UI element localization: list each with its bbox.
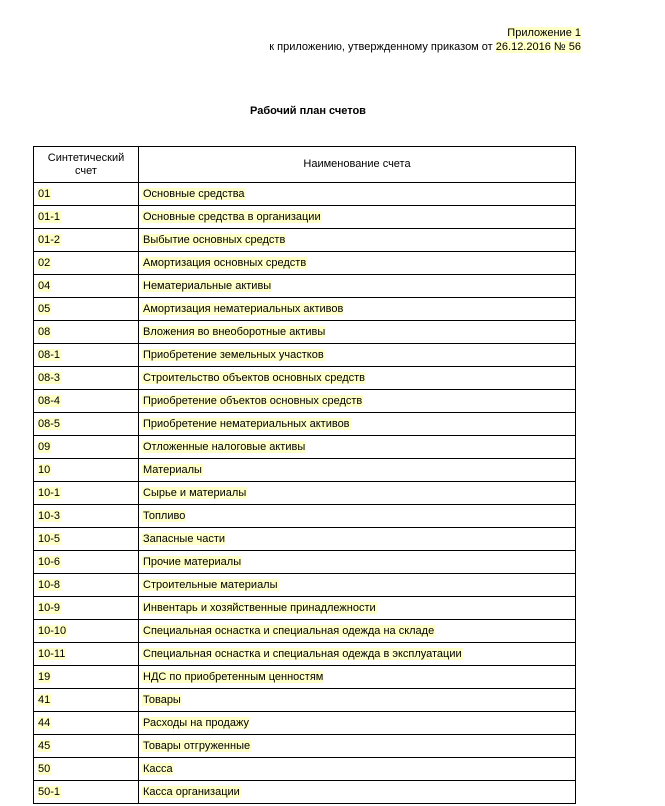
document-title: Рабочий план счетов xyxy=(250,105,366,117)
account-code: 10 xyxy=(38,464,51,476)
account-code-cell xyxy=(34,643,139,666)
table-row xyxy=(34,183,576,206)
account-name: Нематериальные активы xyxy=(143,280,272,292)
account-code-cell xyxy=(34,482,139,505)
appendix-label xyxy=(507,26,581,40)
chart-of-accounts-table xyxy=(33,146,576,804)
account-name: Касса организации xyxy=(143,786,240,798)
table-row xyxy=(34,459,576,482)
account-name-cell xyxy=(139,298,576,321)
account-code: 05 xyxy=(38,303,51,315)
account-name: Основные средства в организации xyxy=(143,211,321,223)
table-row xyxy=(34,482,576,505)
account-name-cell xyxy=(139,758,576,781)
table-row xyxy=(34,758,576,781)
table-row xyxy=(34,275,576,298)
account-name-cell xyxy=(139,712,576,735)
account-code-cell xyxy=(34,666,139,689)
column-header-code: Синтетический счет xyxy=(34,147,139,183)
account-name: Строительные материалы xyxy=(143,579,278,591)
order-reference-text: к приложению, утвержденному приказом от xyxy=(269,41,496,53)
table-row xyxy=(34,298,576,321)
account-name-cell xyxy=(139,413,576,436)
account-code: 04 xyxy=(38,280,51,292)
account-code: 44 xyxy=(38,717,51,729)
account-code-cell xyxy=(34,298,139,321)
account-code: 41 xyxy=(38,694,51,706)
account-code-cell xyxy=(34,413,139,436)
account-code-cell xyxy=(34,735,139,758)
account-name-cell xyxy=(139,390,576,413)
table-row xyxy=(34,781,576,804)
account-name: Инвентарь и хозяйственные принадлежности xyxy=(143,602,376,614)
account-name-cell xyxy=(139,436,576,459)
account-name-cell xyxy=(139,206,576,229)
account-code: 09 xyxy=(38,441,51,453)
account-name-cell xyxy=(139,735,576,758)
account-code-cell xyxy=(34,229,139,252)
table-row xyxy=(34,252,576,275)
account-code: 08-3 xyxy=(38,372,61,384)
account-code: 10-11 xyxy=(38,648,66,660)
account-code: 10-6 xyxy=(38,556,61,568)
account-code-cell xyxy=(34,206,139,229)
account-code: 08-5 xyxy=(38,418,61,430)
account-name-cell xyxy=(139,551,576,574)
account-name: Вложения во внеоборотные активы xyxy=(143,326,326,338)
account-code: 01 xyxy=(38,188,51,200)
account-code-cell xyxy=(34,781,139,804)
account-code-cell xyxy=(34,183,139,206)
table-row xyxy=(34,436,576,459)
account-code-cell xyxy=(34,436,139,459)
account-name: Товары отгруженные xyxy=(143,740,251,752)
account-name: Товары xyxy=(143,694,181,706)
table-row xyxy=(34,206,576,229)
table-row xyxy=(34,528,576,551)
table-row xyxy=(34,229,576,252)
appendix-reference xyxy=(269,40,581,54)
account-code: 50-1 xyxy=(38,786,61,798)
account-code-cell xyxy=(34,252,139,275)
account-code: 10-9 xyxy=(38,602,61,614)
order-number: № 56 xyxy=(553,41,581,53)
account-code-cell xyxy=(34,597,139,620)
account-code: 02 xyxy=(38,257,51,269)
account-name: Выбытие основных средств xyxy=(143,234,286,246)
account-name-cell xyxy=(139,505,576,528)
table-row xyxy=(34,390,576,413)
account-code: 50 xyxy=(38,763,51,775)
account-name: Сырье и материалы xyxy=(143,487,247,499)
account-name: Прочие материалы xyxy=(143,556,242,568)
account-name-cell xyxy=(139,689,576,712)
account-name: Отложенные налоговые активы xyxy=(143,441,306,453)
table-body xyxy=(34,183,576,804)
account-name: Приобретение объектов основных средств xyxy=(143,395,363,407)
account-name: Амортизация нематериальных активов xyxy=(143,303,344,315)
account-code-cell xyxy=(34,390,139,413)
account-name: НДС по приобретенным ценностям xyxy=(143,671,324,683)
table-row xyxy=(34,321,576,344)
account-code: 01-2 xyxy=(38,234,61,246)
account-name: Расходы на продажу xyxy=(143,717,249,729)
account-name-cell xyxy=(139,528,576,551)
account-name: Специальная оснастка и специальная одежда на складе xyxy=(143,625,435,637)
account-code-cell xyxy=(34,321,139,344)
account-name-cell xyxy=(139,275,576,298)
account-code: 08-1 xyxy=(38,349,61,361)
account-code: 10-10 xyxy=(38,625,67,637)
account-code-cell xyxy=(34,551,139,574)
account-code: 19 xyxy=(38,671,51,683)
account-name-cell xyxy=(139,321,576,344)
account-name-cell xyxy=(139,229,576,252)
appendix-number: Приложение 1 xyxy=(507,27,581,39)
account-code: 10-8 xyxy=(38,579,61,591)
table-row xyxy=(34,597,576,620)
account-code-cell xyxy=(34,758,139,781)
column-header-name: Наименование счета xyxy=(139,147,576,183)
table-row xyxy=(34,574,576,597)
table-row xyxy=(34,689,576,712)
account-name-cell xyxy=(139,252,576,275)
account-code-cell xyxy=(34,689,139,712)
table-row xyxy=(34,735,576,758)
account-name-cell xyxy=(139,344,576,367)
account-name-cell xyxy=(139,781,576,804)
account-code-cell xyxy=(34,574,139,597)
account-code: 10-3 xyxy=(38,510,61,522)
account-code-cell xyxy=(34,275,139,298)
table-row xyxy=(34,367,576,390)
account-code-cell xyxy=(34,367,139,390)
account-name: Основные средства xyxy=(143,188,245,200)
account-code: 45 xyxy=(38,740,51,752)
account-name-cell xyxy=(139,367,576,390)
account-name-cell xyxy=(139,459,576,482)
account-name-cell xyxy=(139,574,576,597)
account-name-cell xyxy=(139,482,576,505)
account-name: Топливо xyxy=(143,510,186,522)
account-name: Строительство объектов основных средств xyxy=(143,372,366,384)
account-name: Материалы xyxy=(143,464,202,476)
table-row xyxy=(34,413,576,436)
table-row xyxy=(34,643,576,666)
table-row xyxy=(34,712,576,735)
account-name-cell xyxy=(139,597,576,620)
account-name-cell xyxy=(139,666,576,689)
account-name: Приобретение нематериальных активов xyxy=(143,418,350,430)
account-name: Амортизация основных средств xyxy=(143,257,307,269)
account-name-cell xyxy=(139,643,576,666)
account-code: 10-1 xyxy=(38,487,61,499)
account-code-cell xyxy=(34,528,139,551)
table-row xyxy=(34,505,576,528)
account-code-cell xyxy=(34,712,139,735)
account-code-cell xyxy=(34,505,139,528)
table-row xyxy=(34,551,576,574)
account-name-cell xyxy=(139,620,576,643)
account-name: Запасные части xyxy=(143,533,226,545)
account-name: Касса xyxy=(143,763,173,775)
account-name-cell xyxy=(139,183,576,206)
table-row xyxy=(34,620,576,643)
account-code: 08 xyxy=(38,326,51,338)
table-header-row xyxy=(34,147,576,183)
table-row xyxy=(34,666,576,689)
order-date: 26.12.2016 xyxy=(495,41,551,53)
table-row xyxy=(34,344,576,367)
account-code: 01-1 xyxy=(38,211,61,223)
account-code-cell xyxy=(34,344,139,367)
account-code-cell xyxy=(34,459,139,482)
account-code: 08-4 xyxy=(38,395,61,407)
account-name: Специальная оснастка и специальная одежда в эксплуатации xyxy=(143,648,462,660)
account-code-cell xyxy=(34,620,139,643)
account-name: Приобретение земельных участков xyxy=(143,349,324,361)
account-code: 10-5 xyxy=(38,533,61,545)
